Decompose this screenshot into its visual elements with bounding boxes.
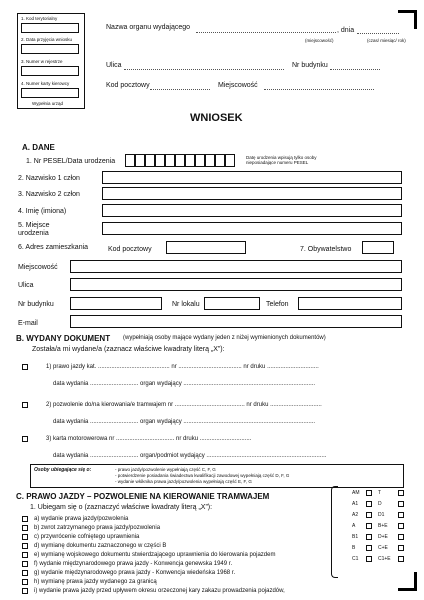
- category-checkbox[interactable]: [398, 534, 404, 540]
- city-sublabel: (miejscowość): [305, 38, 334, 43]
- first-name-field[interactable]: [102, 204, 402, 217]
- section-c-intro: 1. Ubiegam się o (zaznaczyć właściwe kwadraty literą „X”):: [30, 504, 213, 511]
- section-b-heading: B. WYDANY DOKUMENT: [16, 334, 111, 343]
- pesel-digit-cell[interactable]: [145, 154, 155, 167]
- pesel-digit-cell[interactable]: [165, 154, 175, 167]
- doc-1-label: 1) prawo jazdy kat. ........................................... nr ...................................... nr druku ...............................: [46, 364, 319, 370]
- territorial-code-field[interactable]: [21, 23, 79, 33]
- birthplace-label: 5. Miejsce urodzenia: [18, 222, 50, 238]
- category-label: C1: [352, 556, 359, 562]
- category-checkbox[interactable]: [398, 512, 404, 518]
- header-city-line: [264, 89, 374, 90]
- header-city-label: Miejscowość: [218, 82, 258, 89]
- option-f-label: f) wydanie międzynarodowego prawa jazdy - Konwencja genewska 1949 r.: [34, 561, 233, 567]
- option-f-checkbox[interactable]: [22, 561, 28, 567]
- pesel-digit-cell[interactable]: [195, 154, 205, 167]
- address-street-field[interactable]: [70, 278, 402, 291]
- category-label: B+E: [378, 523, 388, 529]
- corner-mark-bottom-right: [398, 572, 417, 591]
- email-label: E-mail: [18, 320, 38, 327]
- citizenship-label: 7. Obywatelstwo: [300, 246, 352, 253]
- office-item-4: 4. Numer karty kierowcy: [21, 81, 70, 86]
- category-label: T: [378, 490, 382, 496]
- option-a-label: a) wydanie prawa jazdy/pozwolenia: [34, 516, 129, 522]
- category-checkbox[interactable]: [366, 556, 372, 562]
- option-i-label: i) wydanie prawa jazdy przed upływem okresu orzeczonej kary zakazu prowadzenia pojazdów,: [34, 588, 285, 594]
- section-c-heading: C. PRAWO JAZDY – POZWOLENIE NA KIEROWANIE TRAMWAJEM: [16, 492, 270, 501]
- doc-2-checkbox[interactable]: [22, 402, 28, 408]
- pesel-note: Datę urodzenia wpisują tylko osoby nieposiadające numeru PESEL: [246, 155, 317, 166]
- pesel-digit-cell[interactable]: [135, 154, 145, 167]
- doc-3-checkbox[interactable]: [22, 436, 28, 442]
- category-checkbox[interactable]: [366, 523, 372, 529]
- category-label: C1+E: [378, 556, 391, 562]
- phone-field[interactable]: [298, 297, 402, 310]
- first-name-label: 4. Imię (imiona): [18, 208, 67, 215]
- option-d-checkbox[interactable]: [22, 543, 28, 549]
- option-h-checkbox[interactable]: [22, 579, 28, 585]
- pesel-label: 1. Nr PESEL/Data urodzenia: [26, 158, 116, 165]
- office-footer: Wypełnia urząd: [32, 101, 63, 106]
- category-label: C+E: [378, 545, 388, 551]
- option-b-label: b) zwrot zatrzymanego prawa jazdy/pozwolenia: [34, 525, 161, 531]
- office-item-3: 3. Numer w rejestrze: [21, 59, 63, 64]
- category-grid: [352, 490, 408, 570]
- address-building-label: Nr budynku: [18, 301, 54, 308]
- pesel-digit-cell[interactable]: [225, 154, 235, 167]
- organ-name-line: [196, 32, 336, 33]
- doc-1-checkbox[interactable]: [22, 364, 28, 370]
- category-label: D+E: [378, 534, 388, 540]
- address-postcode-label: Kod pocztowy: [108, 246, 152, 253]
- driver-card-number-field[interactable]: [21, 88, 79, 98]
- obliged-item-2: - potwierdzenie posiadania świadectwa kwalifikacji zawodowej wypełniają część D, F, G: [115, 473, 290, 478]
- category-label: B: [352, 545, 356, 551]
- category-checkbox[interactable]: [398, 501, 404, 507]
- header-postcode-label: Kod pocztowy: [106, 82, 150, 89]
- section-a-heading: A. DANE: [22, 143, 55, 152]
- doc-2-label: 2) pozwolenie do/na kierowania/e tramwajem nr .......................................... nr druku ...............................: [46, 402, 322, 408]
- option-i-checkbox[interactable]: [22, 588, 28, 594]
- category-checkbox[interactable]: [398, 545, 404, 551]
- section-b-intro: Została/a mi wydane/a (zaznacz właściwe kwadraty literą „X”):: [32, 346, 225, 353]
- category-label: B1: [352, 534, 359, 540]
- pesel-digit-cell[interactable]: [125, 154, 135, 167]
- corner-mark-top-right: [398, 10, 417, 29]
- option-g-checkbox[interactable]: [22, 570, 28, 576]
- category-checkbox[interactable]: [366, 501, 372, 507]
- option-c-label: c) przywrócenie cofniętego uprawnienia: [34, 534, 140, 540]
- doc-3-sub: data wydania ............................. organ/podmiot wydający ........................................................................: [53, 453, 327, 459]
- phone-label: Telefon: [266, 301, 289, 308]
- address-city-label: Miejscowość: [18, 264, 58, 271]
- register-number-field[interactable]: [21, 66, 79, 76]
- header-postcode-line: [150, 89, 210, 90]
- doc-1-sub: data wydania ............................. organ wydający ...............................................................................: [53, 381, 316, 387]
- header-building-label: Nr budynku: [292, 62, 328, 69]
- category-label: A1: [352, 501, 359, 507]
- date-line: [357, 33, 399, 34]
- category-label: AM: [352, 490, 360, 496]
- date-label: , dnia: [337, 27, 355, 34]
- category-brace: [331, 486, 338, 578]
- acceptance-date-field[interactable]: [21, 44, 79, 54]
- doc-2-sub: data wydania ............................. organ wydający ...............................................................................: [53, 419, 316, 425]
- category-checkbox[interactable]: [398, 523, 404, 529]
- citizenship-field[interactable]: [362, 241, 394, 254]
- address-postcode-field[interactable]: [166, 241, 246, 254]
- address-label: 6. Adres zamieszkania: [18, 244, 89, 251]
- options-list: [22, 514, 362, 596]
- option-b-checkbox[interactable]: [22, 525, 28, 531]
- obliged-label: Osoby ubiegające się o:: [34, 467, 92, 473]
- email-field[interactable]: [70, 315, 402, 328]
- obliged-item-1: - prawo jazdy/pozwolenie wypełniają część C, F, G: [115, 467, 216, 472]
- organ-name-label: Nazwa organu wydającego: [106, 24, 191, 31]
- option-e-label: e) wymianę wojskowego dokumentu stwierdzającego uprawnienia do kierowania pojazdem: [34, 552, 276, 558]
- header-building-line: [330, 69, 380, 70]
- pesel-digit-cell[interactable]: [205, 154, 215, 167]
- doc-3-label: 3) karta motorowerowa nr ................................... nr druku ...............................: [46, 436, 252, 442]
- birthplace-field[interactable]: [102, 222, 402, 235]
- pesel-digit-cell[interactable]: [185, 154, 195, 167]
- surname1-label: 2. Nazwisko 1 człon: [18, 175, 80, 182]
- address-flat-field[interactable]: [204, 297, 260, 310]
- pesel-digit-cell[interactable]: [155, 154, 165, 167]
- section-b-note: (wypełniają osoby mające wydany jeden z niżej wymienionych dokumentów): [123, 335, 326, 341]
- option-a-checkbox[interactable]: [22, 516, 28, 522]
- office-item-2: 2. Data przyjęcia wniosku: [21, 37, 73, 42]
- category-checkbox[interactable]: [398, 490, 404, 496]
- category-label: A: [352, 523, 356, 529]
- option-d-label: d) wymianę dokumentu zaznaczonego w części B: [34, 543, 167, 549]
- surname1-field[interactable]: [102, 171, 402, 184]
- category-checkbox[interactable]: [366, 545, 372, 551]
- category-label: D: [378, 501, 382, 507]
- category-checkbox[interactable]: [398, 556, 404, 562]
- category-label: D1: [378, 512, 385, 518]
- office-item-1: 1. Kod terytorialny: [21, 16, 58, 21]
- category-checkbox[interactable]: [366, 490, 372, 496]
- category-label: A2: [352, 512, 359, 518]
- category-checkbox[interactable]: [366, 534, 372, 540]
- office-use-box: [17, 13, 85, 109]
- pesel-field[interactable]: [125, 154, 235, 167]
- address-building-field[interactable]: [70, 297, 162, 310]
- pesel-digit-cell[interactable]: [175, 154, 185, 167]
- option-c-checkbox[interactable]: [22, 534, 28, 540]
- address-street-label: Ulica: [18, 282, 34, 289]
- obliged-box: [30, 464, 404, 488]
- date-sublabel: (czas/ miesiąc/ rok): [367, 38, 406, 43]
- header-street-label: Ulica: [106, 62, 122, 69]
- form-title: WNIOSEK: [190, 112, 243, 124]
- category-checkbox[interactable]: [366, 512, 372, 518]
- option-g-label: g) wydanie międzynarodowego prawa jazdy - Konwencja wiedeńska 1968 r.: [34, 570, 236, 576]
- option-e-checkbox[interactable]: [22, 552, 28, 558]
- pesel-digit-cell[interactable]: [215, 154, 225, 167]
- obliged-item-3: - wydanie włóknika prawa jazdy/pozwolenia wypełniają część E, F, G: [115, 479, 252, 484]
- option-h-label: h) wymianę prawa jazdy wydanego za granicą: [34, 579, 157, 585]
- address-flat-label: Nr lokalu: [172, 301, 200, 308]
- surname2-field[interactable]: [102, 187, 402, 200]
- header-street-line: [124, 69, 284, 70]
- surname2-label: 3. Nazwisko 2 człon: [18, 191, 80, 198]
- address-city-field[interactable]: [70, 260, 402, 273]
